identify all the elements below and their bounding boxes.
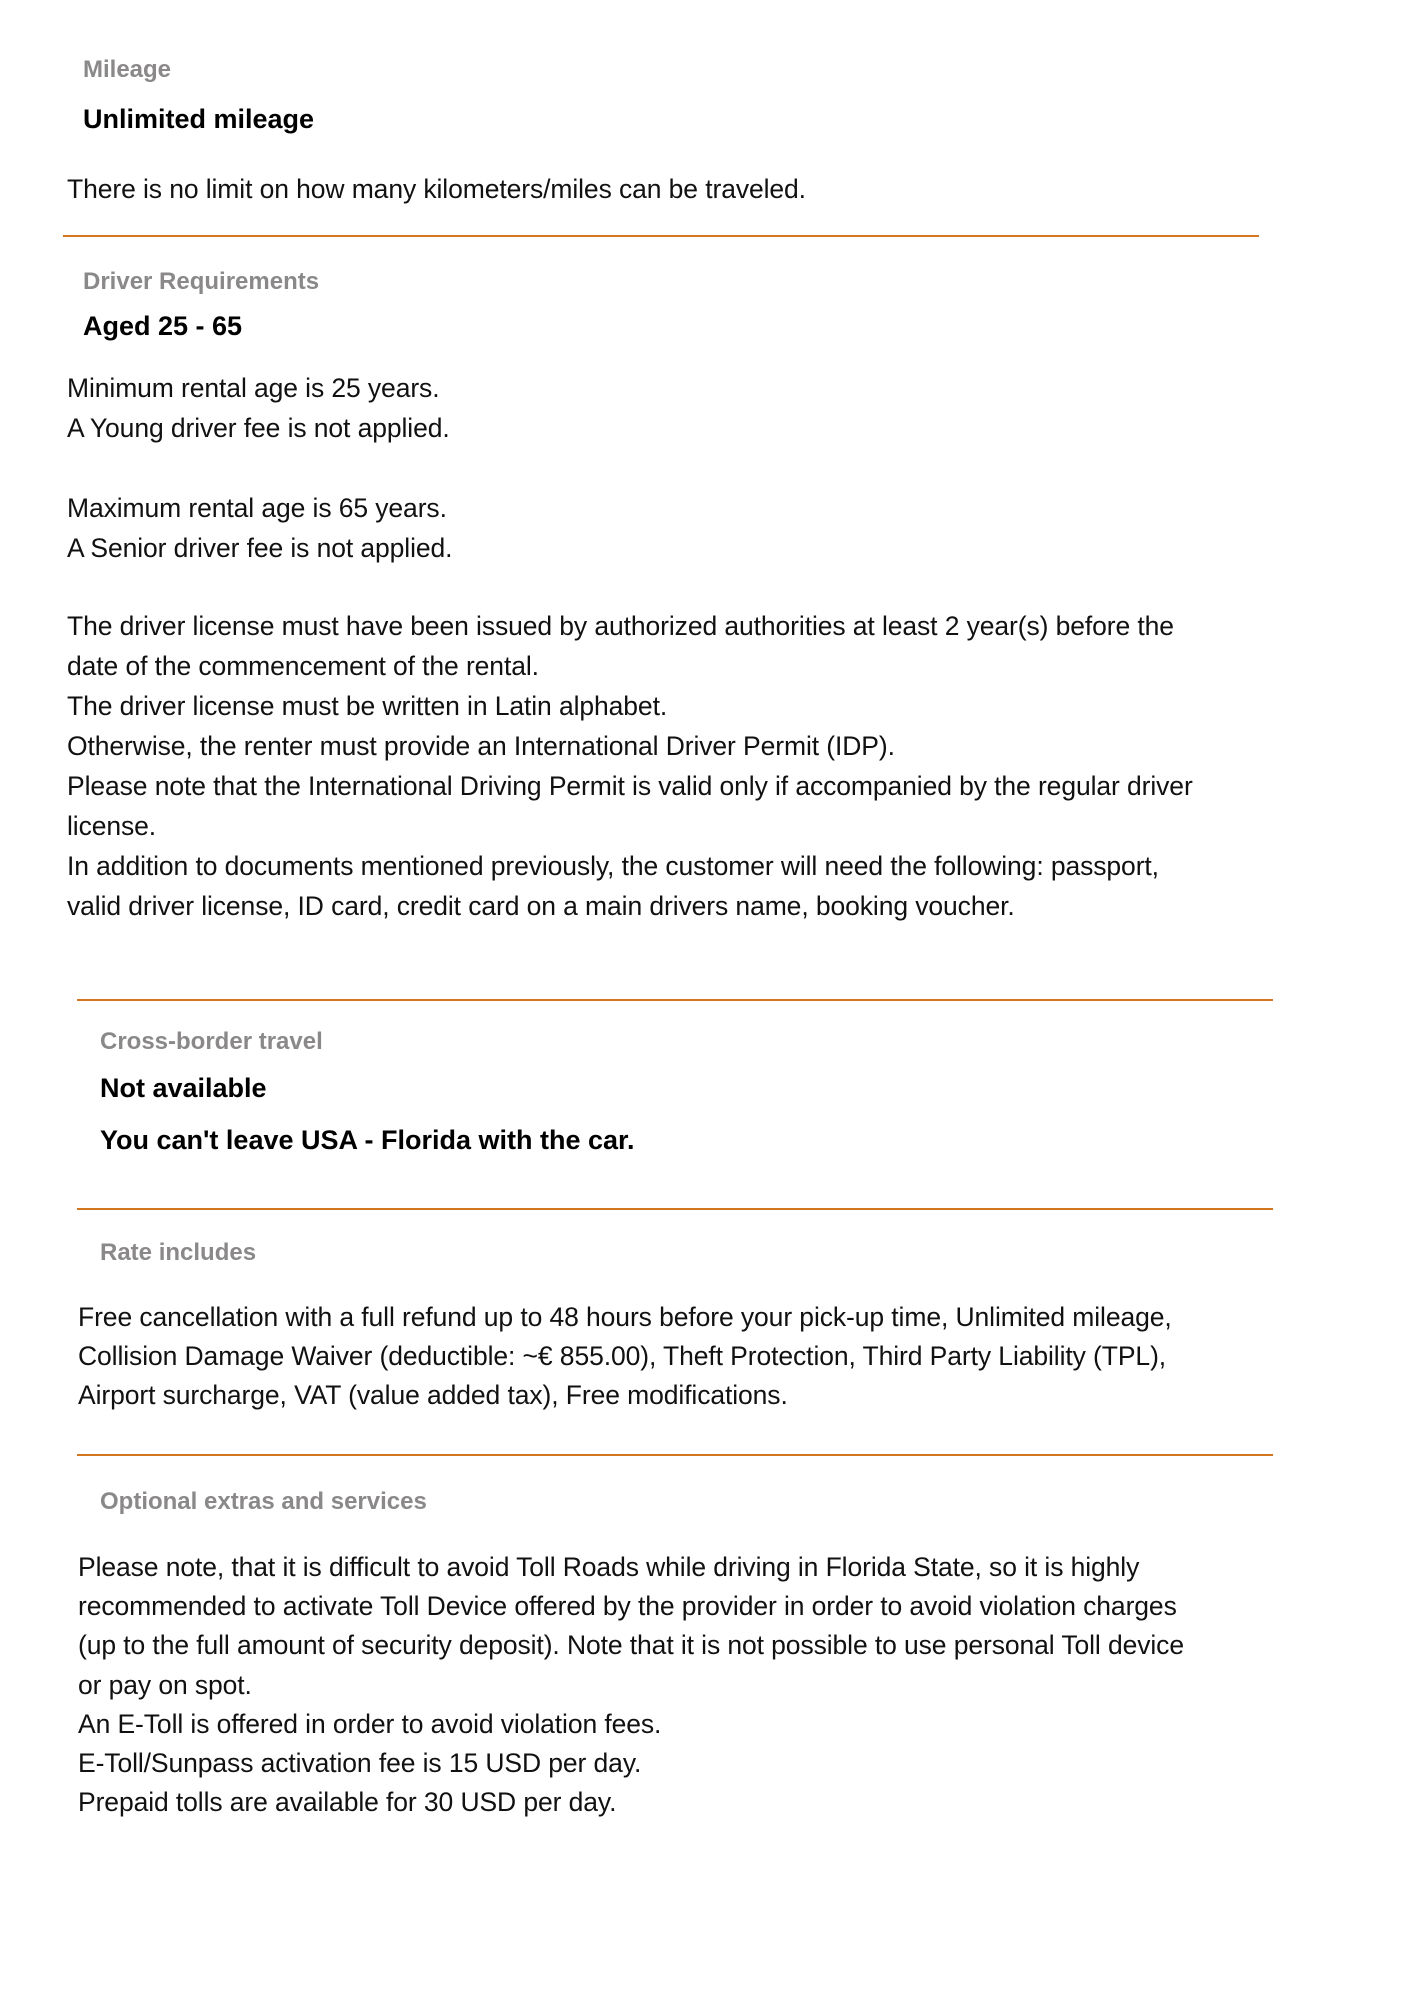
license-line: valid driver license, ID card, credit card on a main drivers name, booking voucher.	[67, 891, 1015, 921]
optional-extras-label: Optional extras and services	[100, 1488, 427, 1515]
maximum-age-info	[67, 488, 452, 568]
rate-includes-line: Airport surcharge, VAT (value added tax), Free modifications.	[78, 1380, 788, 1411]
rate-includes-line: Free cancellation with a full refund up to 48 hours before your pick-up time, Unlimited mileage,	[78, 1302, 1172, 1332]
mileage-label: Mileage	[83, 56, 172, 83]
section-divider	[77, 1454, 1273, 1456]
license-line: The driver license must have been issued by authorized authorities at least 2 year(s) before the	[67, 611, 1174, 641]
mileage-description	[67, 169, 806, 209]
mileage-value: Unlimited mileage	[83, 104, 315, 134]
rate-includes-description	[78, 1297, 1172, 1415]
driver-age-range: Aged 25 - 65	[83, 311, 243, 341]
rate-includes-line: Collision Damage Waiver (deductible: ~€ 855.00), Theft Protection, Third Party Liability (TPL),	[78, 1341, 1167, 1372]
optional-extras-line: Please note, that it is difficult to avoid Toll Roads while driving in Florida State, so it is highly	[78, 1552, 1140, 1582]
license-line: In addition to documents mentioned previously, the customer will need the following: passport,	[67, 851, 1159, 881]
cross-border-label: Cross-border travel	[100, 1028, 323, 1055]
mileage-description-line: There is no limit on how many kilometers/miles can be traveled.	[67, 174, 806, 204]
optional-extras-line: E-Toll/Sunpass activation fee is 15 USD per day.	[78, 1747, 642, 1778]
section-divider	[63, 235, 1259, 237]
section-divider	[77, 999, 1273, 1001]
maximum-age-line: Maximum rental age is 65 years.	[67, 493, 447, 523]
minimum-age-line: Minimum rental age is 25 years.	[67, 373, 440, 403]
optional-extras-line: An E-Toll is offered in order to avoid violation fees.	[78, 1708, 662, 1739]
license-line: license.	[67, 811, 157, 841]
young-driver-fee-line: A Young driver fee is not applied.	[67, 413, 450, 443]
license-line: Otherwise, the renter must provide an International Driver Permit (IDP).	[67, 731, 895, 761]
optional-extras-line: recommended to activate Toll Device offered by the provider in order to avoid violation charges	[78, 1591, 1177, 1622]
cross-border-note: You can't leave USA - Florida with the car.	[100, 1125, 635, 1155]
license-line: date of the commencement of the rental.	[67, 651, 539, 681]
license-requirements	[67, 606, 1193, 926]
senior-driver-fee-line: A Senior driver fee is not applied.	[67, 533, 453, 563]
optional-extras-description	[78, 1547, 1184, 1821]
license-line: Please note that the International Driving Permit is valid only if accompanied by the regular driver	[67, 771, 1193, 801]
driver-requirements-label: Driver Requirements	[83, 268, 320, 295]
cross-border-status: Not available	[100, 1073, 267, 1103]
section-divider	[77, 1208, 1273, 1210]
license-line: The driver license must be written in Latin alphabet.	[67, 691, 668, 721]
optional-extras-line: or pay on spot.	[78, 1669, 252, 1700]
optional-extras-line: Prepaid tolls are available for 30 USD per day.	[78, 1787, 617, 1818]
minimum-age-info	[67, 368, 450, 448]
rate-includes-label: Rate includes	[100, 1239, 257, 1266]
optional-extras-line: (up to the full amount of security deposit). Note that it is not possible to use personal Toll device	[78, 1630, 1184, 1661]
